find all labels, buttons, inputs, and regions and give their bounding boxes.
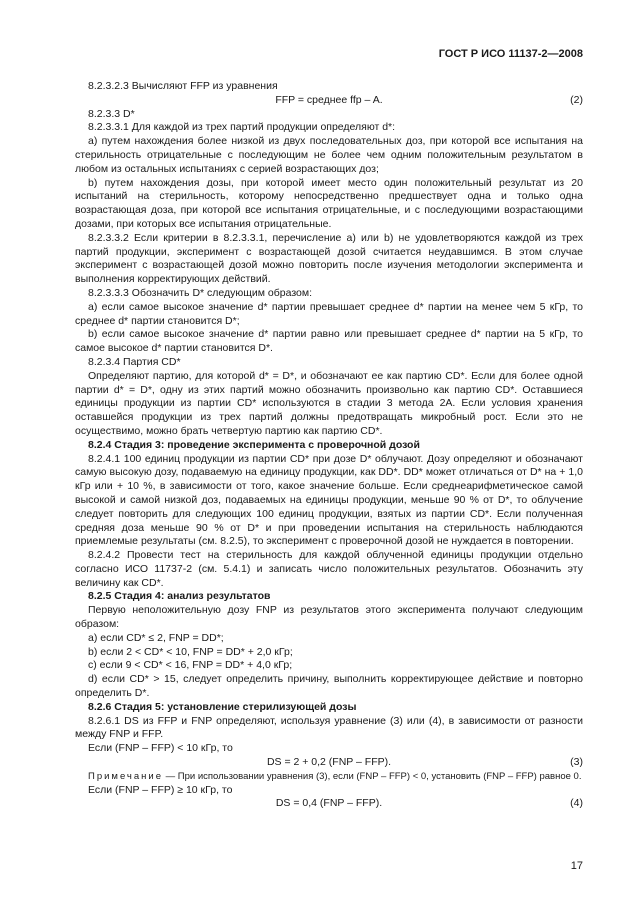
running-header: ГОСТ Р ИСО 11137-2—2008 — [438, 48, 583, 60]
paragraph: Определяют партию, для которой d* = D*, и обозначают ее как партию CD*. Если для более одной партии d* = D*, одну из этих партий можно обозначить произвольно как партию CD*. Оставшиеся единицы продукции из партии CD* используются в стадии 3 метода 2А. Если условия хранения оставшейся продукции из трех партий должны предотвращать микробный рост. Если это не осуществимо, можно брать четвертую партию как партию CD*. — [75, 369, 583, 437]
note — [75, 770, 583, 784]
paragraph: 8.2.3.3.2 Если критерии в 8.2.3.3.1, перечисление а) или b) не удовлетворяются каждой из трех партий продукции, эксперимент с возрастающей дозой считается неудавшимся. В этом случае эксперимент с возрастающей дозой можно повторить после изучения методологии эксперимента и выполнения корректирующих действий. — [75, 231, 583, 286]
paragraph: 8.2.6.1 DS из FFP и FNP определяют, используя уравнение (3) или (4), в зависимости от разности между FNP и FFP. — [75, 714, 583, 741]
paragraph: a) путем нахождения более низкой из двух последовательных доз, при которой все испытания на стерильность отрицательные с последующим не более чем одним положительным результатом в любом из остальных испытаниях с серией возрастающих доз; — [75, 135, 583, 175]
paragraph: 8.2.3.3 D* — [88, 107, 135, 120]
section-heading: 8.2.6 Стадия 5: установление стерилизующей дозы — [88, 700, 357, 713]
paragraph: b) путем нахождения дозы, при которой имеет место один положительный результат из 20 испытаний на стерильность, которому непосредственно предшествует одна и только одна возрастающая доза, при которой все испытания отрицательные, и с последующими возрастающими дозами, при которых все испытания отрицательные. — [75, 176, 583, 230]
note-text: — При использовании уравнения (3), если (FNP – FFP) < 0, установить (FNP – FFP) равное 0. — [163, 770, 582, 782]
equation-text: DS = 2 + 0,2 (FNP – FFP). — [266, 756, 392, 769]
paragraph: 8.2.3.3.1 Для каждой из трех партий продукции определяют d*: — [88, 121, 396, 134]
paragraph: 8.2.3.4 Партия CD* — [88, 355, 181, 368]
paragraph: 8.2.4.2 Провести тест на стерильность для каждой облученной единицы продукции отдельно согласно ИСО 11737-2 (см. 5.4.1) и записать число положительных результатов. Обозначить эту величину как CD*. — [75, 549, 583, 589]
page-number: 17 — [570, 860, 583, 872]
document-body — [75, 80, 583, 811]
equation-number: (3) — [570, 756, 583, 769]
section-heading: 8.2.4 Стадия 3: проведение эксперимента с проверочной дозой — [88, 438, 420, 451]
paragraph: 8.2.3.2.3 Вычисляют FFP из уравнения — [88, 80, 278, 92]
note-label: Примечание — [88, 770, 163, 782]
paragraph: а) если CD* ≤ 2, FNP = DD*; — [88, 631, 224, 644]
paragraph: b) если 2 < CD* < 10, FNP = DD* + 2,0 кГр; — [88, 645, 293, 658]
paragraph: Если (FNP – FFP) ≥ 10 кГр, то — [88, 783, 233, 796]
paragraph: d) если CD* > 15, следует определить причину, выполнить корректирующее действие и повторно определить D*. — [75, 673, 583, 700]
paragraph: b) если самое высокое значение d* партии равно или превышает среднее d* партии на 5 кГр, то самое высокое d* партии становится D*. — [75, 328, 583, 355]
equation — [75, 756, 583, 770]
paragraph: Если (FNP – FFP) < 10 кГр, то — [88, 742, 233, 755]
equation-text: DS = 0,4 (FNP – FFP). — [275, 797, 383, 810]
equation-text: FFP = среднее ffp – A. — [275, 93, 383, 106]
paragraph: c) если 9 < CD* < 16, FNP = DD* + 4,0 кГр; — [88, 659, 293, 672]
equation-number: (4) — [570, 797, 583, 810]
equation — [75, 797, 583, 811]
equation-number: (2) — [570, 93, 583, 106]
section-heading: 8.2.5 Стадия 4: анализ результатов — [88, 590, 271, 603]
paragraph: 8.2.3.3.3 Обозначить D* следующим образом: — [88, 286, 312, 299]
paragraph: a) если самое высокое значение d* партии превышает среднее d* партии на менее чем 5 кГр, то среднее d* партии становится D*; — [75, 300, 583, 327]
paragraph: 8.2.4.1 100 единиц продукции из партии CD* при дозе D* облучают. Дозу определяют и обозначают самую высокую дозу, подаваемую на единицу продукции, как DD*. DD* может отличаться от D* на + 1,0 кГр или + 10 %, в зависимости от того, какое значение больше. Если среднеарифметическое самой высокой и самой низкой доз, подаваемых на единицы продукции, меньше 90 % от D*, то облучение следует повторить для следующих 100 единиц продукции, взятых из партии CD*. Если полученная средняя доза меньше 90 % от D* и при проведении испытания на стерильность наблюдаются приемлемые результаты (см. 8.2.5), то эксперимент с проверочной дозой не нуждается в повторении. — [75, 452, 583, 548]
equation — [75, 94, 583, 108]
paragraph: Первую неположительную дозу FNP из результатов этого эксперимента получают следующим образом: — [75, 604, 583, 631]
